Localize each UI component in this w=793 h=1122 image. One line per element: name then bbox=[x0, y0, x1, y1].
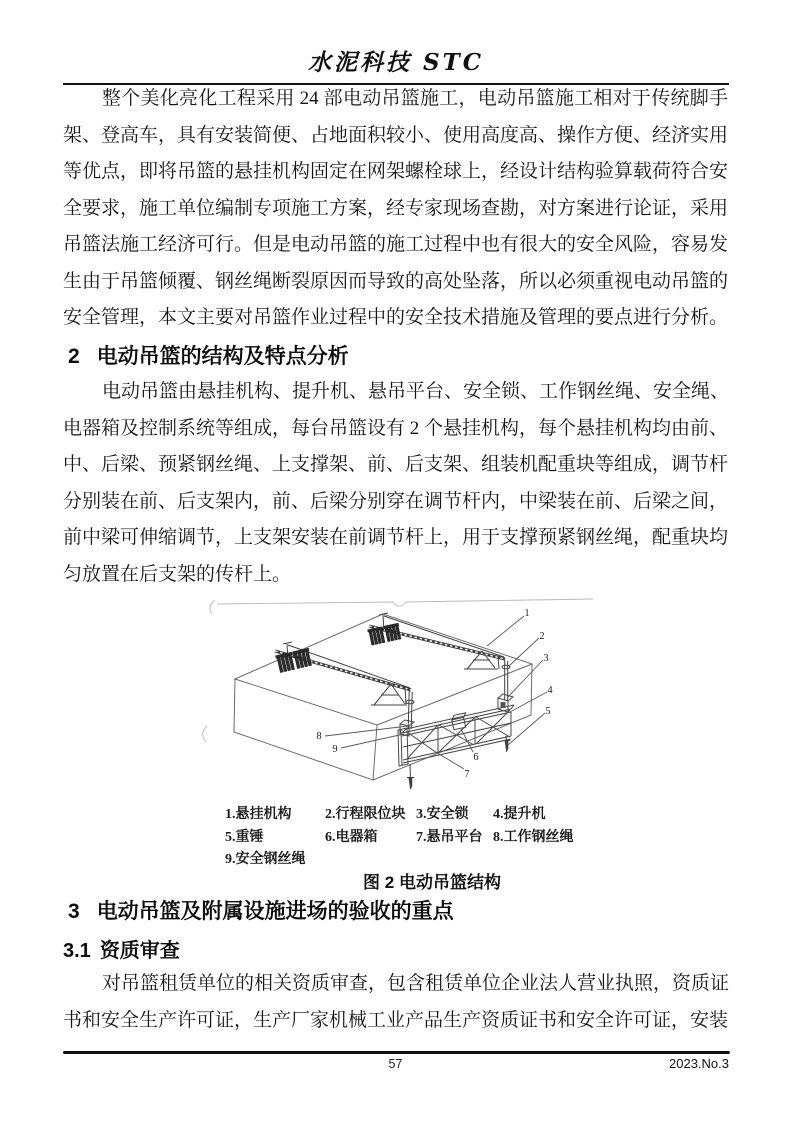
text-line: 等优点，即将吊篮的悬挂机构固定在网架螺栓球上，经设计结构验算载荷符合安 bbox=[63, 161, 729, 182]
figure-legend bbox=[225, 804, 615, 872]
page-number: 57 bbox=[388, 1057, 403, 1071]
suspension-mechanism-left bbox=[275, 642, 411, 705]
callout-8: 8 bbox=[316, 731, 322, 742]
weight-hammer-left bbox=[407, 778, 414, 790]
limit-block-ring-left bbox=[406, 700, 414, 704]
callout-6: 6 bbox=[473, 752, 479, 763]
section-heading-2 bbox=[63, 340, 733, 370]
legend-item: 6.电器箱 bbox=[325, 829, 378, 845]
text-line: 全要求，施工单位编制专项施工方案，经专家现场查勘，对方案进行论证，采用 bbox=[63, 197, 729, 219]
gondola-structure-diagram bbox=[195, 588, 615, 800]
callout-5: 5 bbox=[545, 706, 551, 717]
suspended-platform bbox=[398, 694, 514, 766]
text-line: 架、登高车，具有安装简便、占地面积较小、使用高度高、操作方便、经济实用 bbox=[63, 124, 729, 146]
text-line: 对吊篮租赁单位的相关资质审查，包含租赁单位企业法人营业执照，资质证 bbox=[102, 973, 730, 994]
callout-9: 9 bbox=[332, 744, 338, 755]
text-line: 整个美化亮化工程采用 24 部电动吊篮施工，电动吊篮施工相对于传统脚手 bbox=[102, 88, 728, 109]
callout-4: 4 bbox=[547, 685, 553, 696]
section-number: 3 bbox=[68, 900, 80, 923]
footer-rule bbox=[63, 1051, 730, 1054]
text-line: 书和安全生产许可证，生产厂家机械工业产品生产资质证书和安全许可证，安装 bbox=[63, 1009, 729, 1031]
paragraph-intro bbox=[63, 81, 728, 337]
paragraph-structure bbox=[63, 374, 728, 593]
callout-3: 3 bbox=[543, 653, 549, 664]
journal-title: 水泥科技 STC bbox=[307, 49, 485, 76]
text-line: 吊篮法施工经济可行。但是电动吊篮的施工过程中也有很大的安全风险，容易发 bbox=[63, 234, 729, 255]
weight-hammer-right bbox=[503, 741, 510, 753]
callout-2: 2 bbox=[539, 631, 545, 642]
callout-1: 1 bbox=[524, 608, 530, 619]
text-line: 电动吊篮由悬挂机构、提升机、悬吊平台、安全锁、工作钢丝绳、安全绳、 bbox=[102, 381, 730, 402]
paragraph-qualification bbox=[63, 966, 728, 1039]
legend-item: 9.安全钢丝绳 bbox=[225, 852, 306, 867]
legend-item: 3.安全锁 bbox=[416, 807, 469, 822]
figure-caption: 图 2 电动吊篮结构 bbox=[363, 873, 501, 892]
text-line: 分别装在前、后支架内，前、后梁分别穿在调节杆内，中梁装在前、后梁之间， bbox=[63, 490, 729, 512]
text-line: 匀放置在后支架的传杆上。 bbox=[63, 563, 292, 585]
legend-item: 1.悬挂机构 bbox=[225, 807, 292, 822]
legend-item: 5.重锤 bbox=[225, 829, 264, 845]
section-number: 2 bbox=[68, 345, 80, 368]
section-number: 3.1 bbox=[63, 940, 91, 962]
callout-7: 7 bbox=[464, 769, 470, 780]
text-line: 前中梁可伸缩调节，上支架安装在前调节杆上，用于支撑预紧钢丝绳，配重块均 bbox=[63, 527, 729, 548]
issue-number: 2023.No.3 bbox=[669, 1056, 729, 1071]
text-line: 安全管理，本文主要对吊篮作业过程中的安全技术措施及管理的要点进行分析。 bbox=[63, 307, 729, 328]
legend-item: 4.提升机 bbox=[493, 807, 546, 822]
legend-item: 7.悬吊平台 bbox=[416, 829, 483, 845]
text-line: 电器箱及控制系统等组成，每台吊篮设有 2 个悬挂机构，每个悬挂机构均由前、 bbox=[63, 417, 729, 439]
section-title: 电动吊篮的结构及特点分析 bbox=[96, 345, 349, 368]
text-line: 中、后梁、预紧钢丝绳、上支撑架、前、后支架、组装机配重块等组成，调节杆 bbox=[63, 454, 729, 475]
text-line: 生由于吊篮倾覆、钢丝绳断裂原因而导致的高处坠落，所以必须重视电动吊篮的 bbox=[63, 270, 729, 292]
section-heading-3-1 bbox=[63, 934, 728, 963]
section-title: 电动吊篮及附属设施进场的验收的重点 bbox=[96, 900, 454, 923]
callout-leaders bbox=[325, 616, 547, 769]
section-heading-3 bbox=[63, 895, 733, 925]
safety-lock bbox=[501, 702, 506, 708]
suspension-mechanism-right bbox=[368, 613, 505, 669]
legend-item: 2.行程限位块 bbox=[325, 807, 406, 822]
section-title: 资质审查 bbox=[99, 940, 180, 962]
legend-item: 8.工作钢丝绳 bbox=[493, 829, 574, 845]
